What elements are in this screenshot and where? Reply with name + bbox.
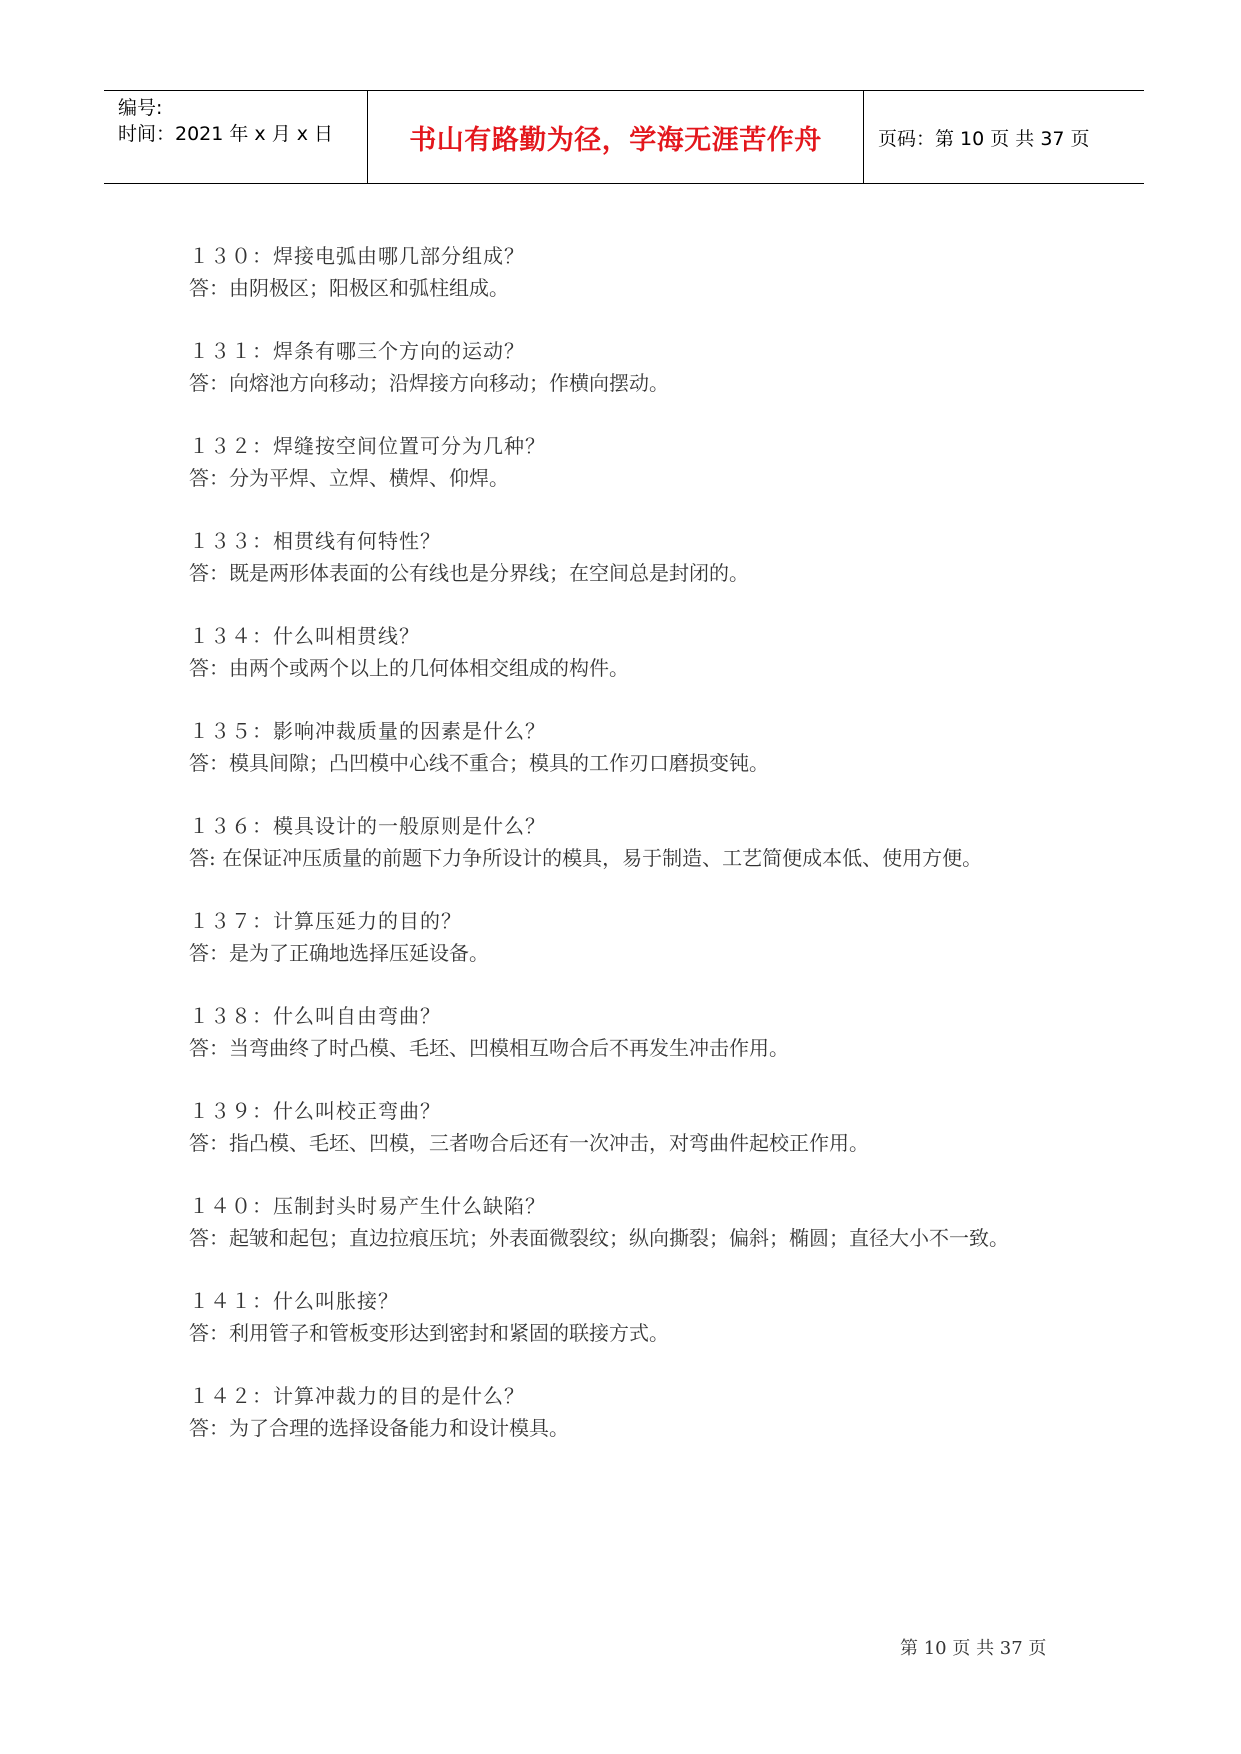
qa-item — [189, 525, 1069, 589]
qa-item — [189, 810, 1069, 874]
header-motto-cell — [368, 91, 864, 183]
qa-item — [189, 335, 1069, 399]
question: １３２：焊缝按空间位置可分为几种？ — [189, 434, 546, 458]
qa-list — [189, 240, 1069, 1475]
serial-label: 编号: — [118, 97, 163, 119]
qa-item — [189, 1095, 1069, 1159]
answer: 答：指凸模、毛坯、凹模，三者吻合后还有一次冲击，对弯曲件起校正作用。 — [189, 1131, 869, 1155]
question: １３０：焊接电弧由哪几部分组成？ — [189, 244, 525, 268]
question: １３３：相贯线有何特性？ — [189, 529, 441, 553]
qa-item — [189, 430, 1069, 494]
question: １４２：计算冲裁力的目的是什么？ — [189, 1384, 525, 1408]
answer: 答：既是两形体表面的公有线也是分界线；在空间总是封闭的。 — [189, 561, 749, 585]
answer: 答：由阴极区；阳极区和弧柱组成。 — [189, 276, 509, 300]
answer: 答：当弯曲终了时凸模、毛坯、凹模相互吻合后不再发生冲击作用。 — [189, 1036, 789, 1060]
question: １３１：焊条有哪三个方向的运动？ — [189, 339, 525, 363]
question: １４１：什么叫胀接？ — [189, 1289, 399, 1313]
question: １３４：什么叫相贯线？ — [189, 624, 420, 648]
qa-item — [189, 715, 1069, 779]
time-label: 时间：2021 年 x 月 x 日 — [118, 123, 334, 145]
qa-item — [189, 240, 1069, 304]
answer: 答：利用管子和管板变形达到密封和紧固的联接方式。 — [189, 1321, 669, 1345]
answer: 答：模具间隙；凸凹模中心线不重合；模具的工作刃口磨损变钝。 — [189, 751, 769, 775]
question: １３６：模具设计的一般原则是什么？ — [189, 814, 546, 838]
qa-item — [189, 905, 1069, 969]
question: １４０：压制封头时易产生什么缺陷？ — [189, 1194, 546, 1218]
qa-item — [189, 620, 1069, 684]
question: １３９：什么叫校正弯曲？ — [189, 1099, 441, 1123]
answer: 答：为了合理的选择设备能力和设计模具。 — [189, 1416, 569, 1440]
motto-text: 书山有路勤为径，学海无涯苦作舟 — [409, 124, 822, 156]
answer: 答: 在保证冲压质量的前题下力争所设计的模具，易于制造、工艺简便成本低、使用方便。 — [189, 846, 983, 870]
answer: 答：是为了正确地选择压延设备。 — [189, 941, 489, 965]
answer: 答：起皱和起包；直边拉痕压坑；外表面微裂纹；纵向撕裂；偏斜；椭圆；直径大小不一致。 — [189, 1226, 1009, 1250]
question: １３７：计算压延力的目的？ — [189, 909, 462, 933]
qa-item — [189, 1380, 1069, 1444]
qa-item — [189, 1190, 1069, 1254]
answer: 答：向熔池方向移动；沿焊接方向移动；作横向摆动。 — [189, 371, 669, 395]
page-header — [104, 90, 1144, 184]
page-code: 页码：第 10 页 共 37 页 — [878, 127, 1090, 150]
qa-item — [189, 1000, 1069, 1064]
header-page-cell — [864, 91, 1144, 183]
qa-item — [189, 1285, 1069, 1349]
header-info-cell — [104, 91, 368, 183]
question: １３５：影响冲裁质量的因素是什么？ — [189, 719, 546, 743]
answer: 答：由两个或两个以上的几何体相交组成的构件。 — [189, 656, 629, 680]
page-footer: 第 10 页 共 37 页 — [900, 1638, 1047, 1659]
question: １３８：什么叫自由弯曲？ — [189, 1004, 441, 1028]
answer: 答：分为平焊、立焊、横焊、仰焊。 — [189, 466, 509, 490]
